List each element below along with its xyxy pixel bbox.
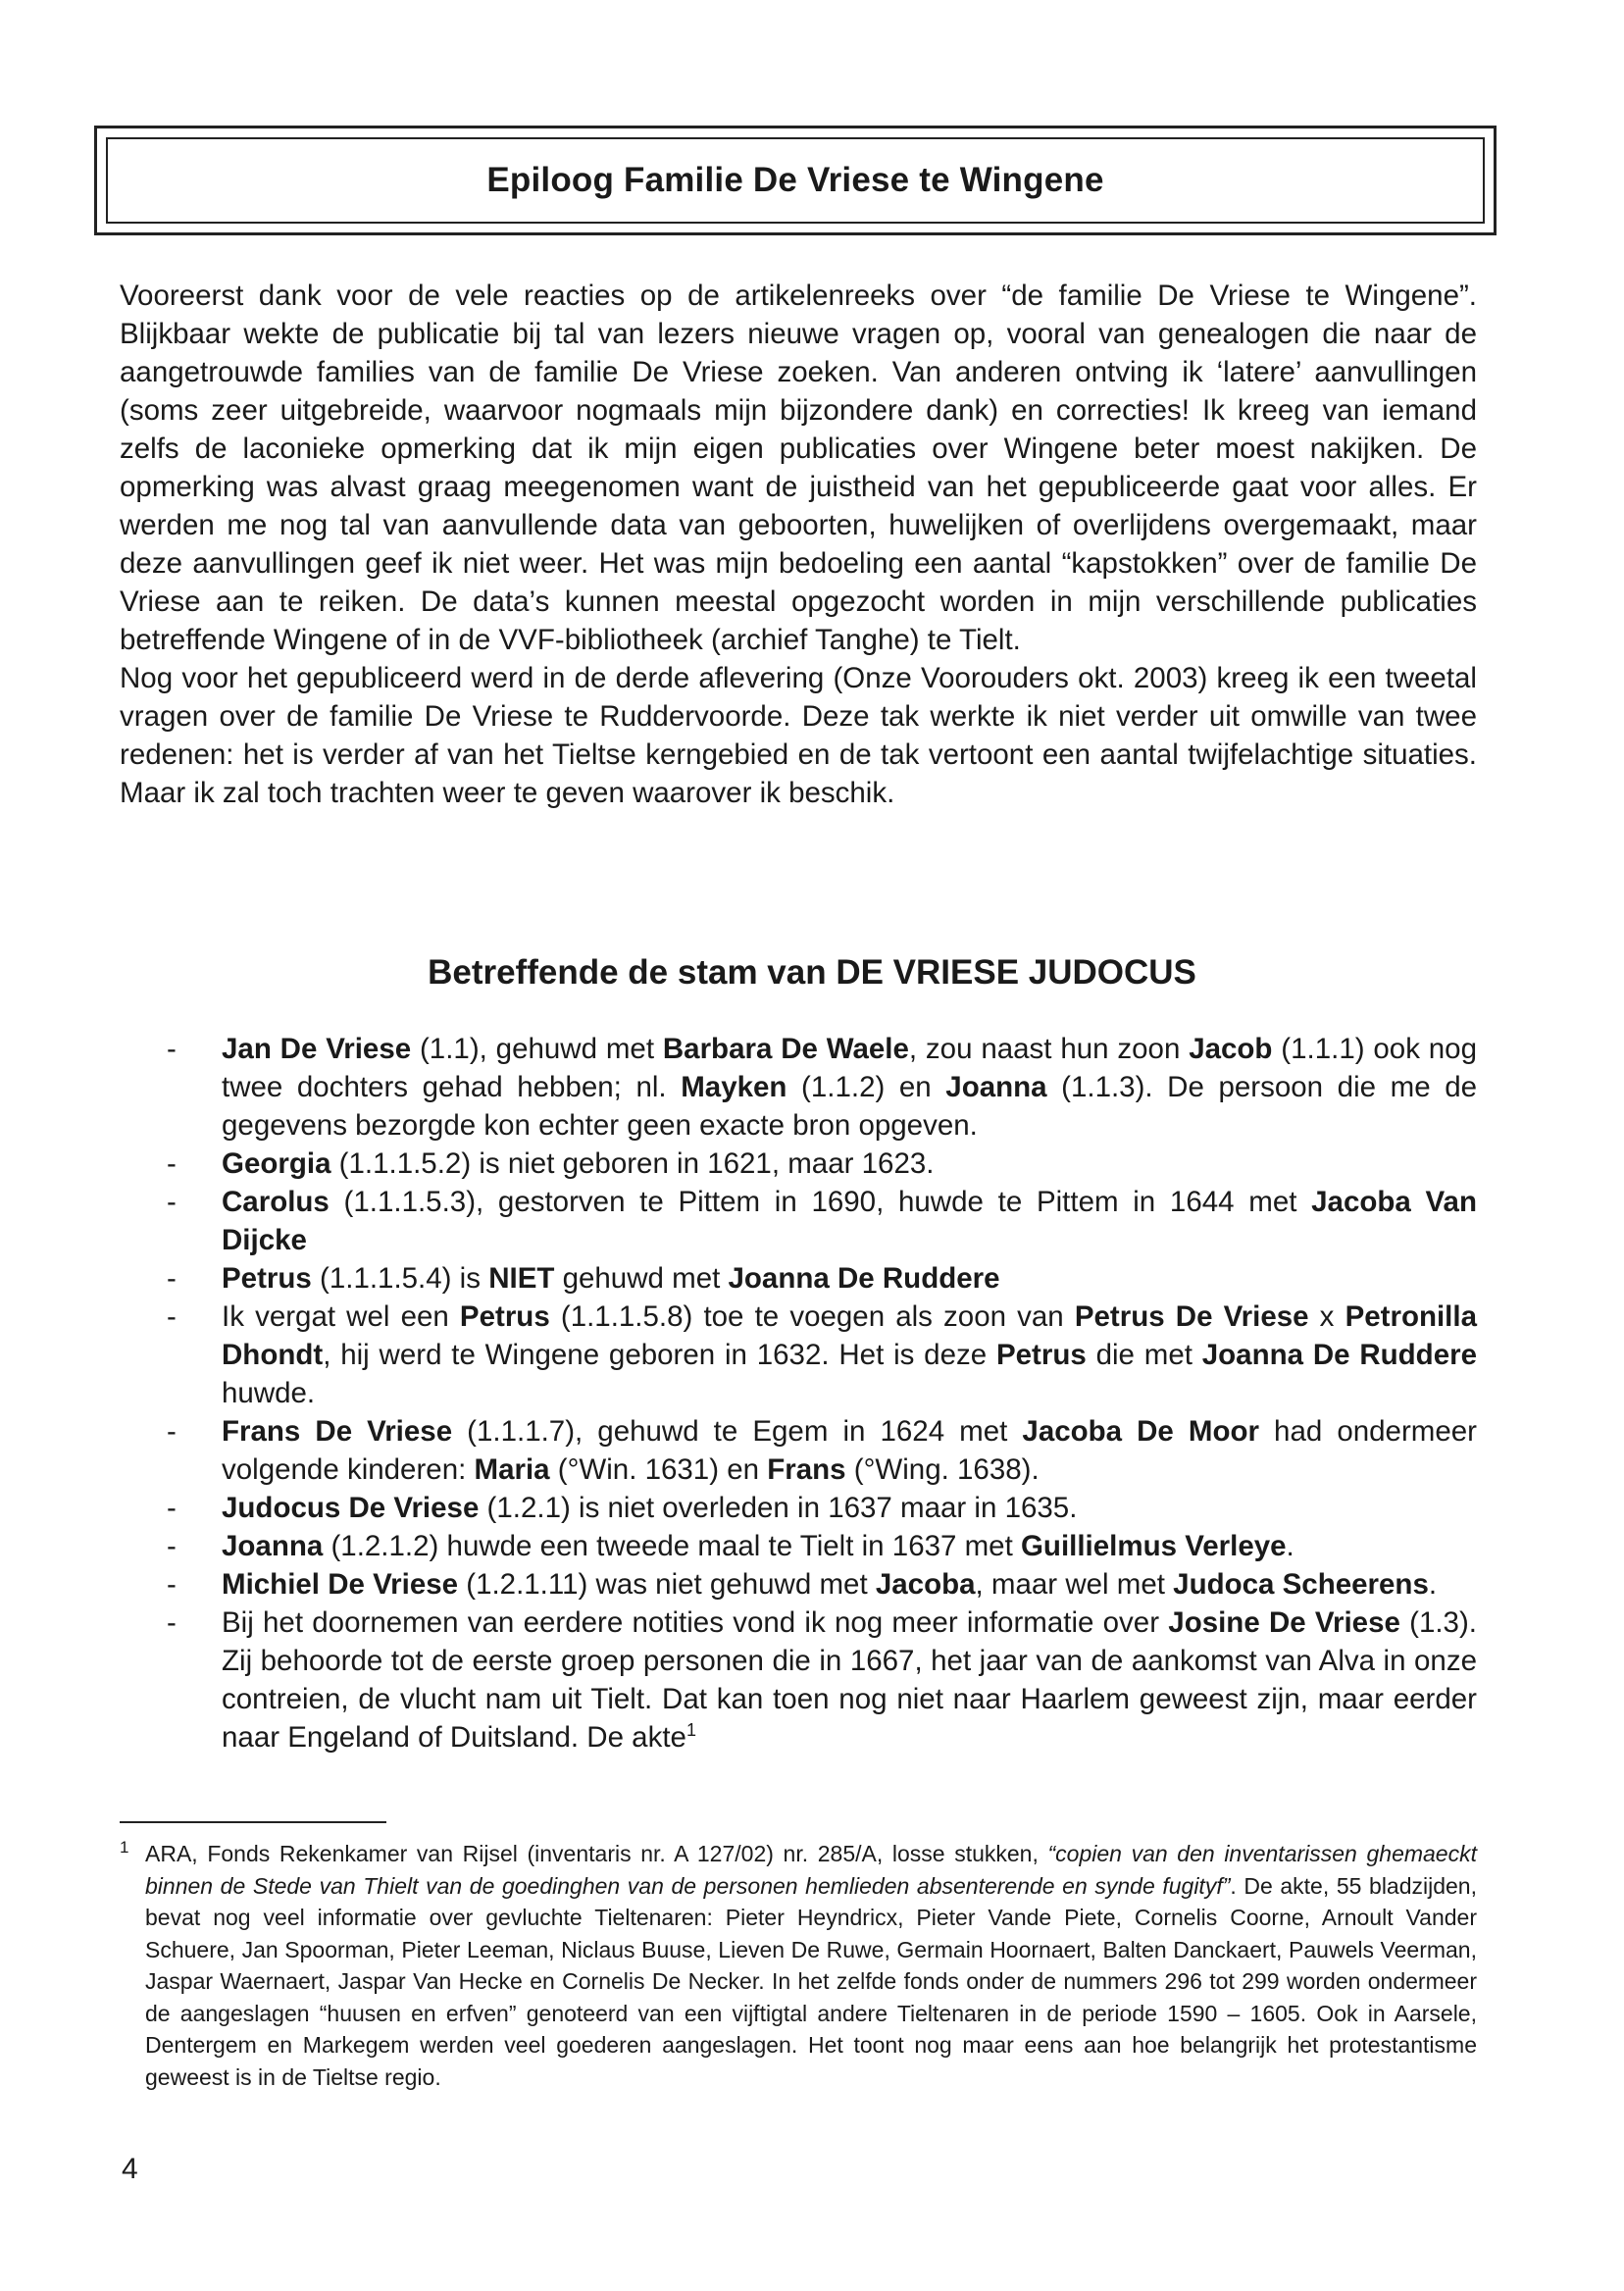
person-name: Joanna De Ruddere <box>1201 1339 1477 1371</box>
list-item <box>167 1030 1477 1145</box>
item-text: , zou naast hun zoon <box>908 1033 1190 1065</box>
person-name: Maria <box>474 1453 550 1486</box>
footnote-text: . De akte, 55 bladzijden, bevat nog veel informatie over gevluchte Tieltenaren: Pieter Heyndricx, Pieter Vande Piete, Cornelis Coorne, Arnoult Vander Schuere, Jan Spoorman, Pieter Leeman, Niclaus Buuse, Lieven De Ruwe, Germain Hoornaert, Balten Danckaert, Pauwels Veerman, Jaspar Waernaert, Jaspar Van Hecke en Cornelis De Necker. In het zelfde fonds onder de nummers 296 tot 299 worden ondermeer de aangeslagen “huusen en erfven” genoteerd van een vijftigtal andere Tieltenaren in de periode 1590 – 1605. Ook in Aarsele, Dentergem en Markegem werden veel goederen aangeslagen. Het toont nog maar eens aan hoe belangrijk het protestantisme geweest is in de Tieltse regio. <box>145 1872 1477 2090</box>
item-text: (1.1.1.7), gehuwd te Egem in 1624 met <box>452 1415 1023 1448</box>
list-item <box>167 1145 1477 1183</box>
item-text: (1.1.1.5.2) is niet geboren in 1621, maar 1623. <box>330 1147 935 1180</box>
item-text: (°Wing. 1638). <box>845 1453 1040 1486</box>
person-name: Judoca Scheerens <box>1173 1568 1429 1601</box>
corrections-list <box>167 1030 1477 1756</box>
list-item <box>167 1298 1477 1412</box>
list-item <box>167 1183 1477 1259</box>
item-text: (1.2.1.2) huwde een tweede maal te Tielt in 1637 met <box>323 1530 1021 1562</box>
intro-paragraph-2: Nog voor het gepubliceerd werd in de derde aflevering (Onze Voorouders okt. 2003) kreeg ik een tweetal vragen over de familie De Vriese te Ruddervoorde. Deze tak werkte ik niet verder uit omwille van twee redenen: het is verder af van het Tieltse kerngebied en de tak vertoont een aantal twijfelachtige situaties. Maar ik zal toch trachten weer te geven waarover ik beschik. <box>120 662 1477 809</box>
item-text: (1.1.1.5.3), gestorven te Pittem in 1690, huwde te Pittem in 1644 met <box>329 1186 1312 1218</box>
list-item <box>167 1412 1477 1489</box>
person-name: Frans <box>767 1453 846 1486</box>
page-number: 4 <box>122 2153 138 2185</box>
person-name: Georgia <box>222 1147 331 1180</box>
page-title: Epiloog Familie De Vriese te Wingene <box>486 161 1104 199</box>
item-text: die met <box>1086 1339 1202 1371</box>
person-name: Frans De Vriese <box>222 1415 453 1448</box>
person-name: Jacoba <box>875 1568 976 1601</box>
person-name: Jacoba De Moor <box>1022 1415 1259 1448</box>
item-text: (1.3). Zij behoorde tot de eerste groep personen die in 1667, het jaar van de aankomst van Alva in onze contreien, de vlucht nam uit Tielt. Dat kan toen nog niet naar Haarlem geweest zijn, maar eerder naar Engeland of Duitsland. De akte <box>222 1606 1477 1754</box>
item-text: , maar wel met <box>975 1568 1174 1601</box>
item-text: had ondermeer volgende kinderen: <box>222 1415 1477 1486</box>
item-text: Ik vergat wel een <box>222 1300 460 1333</box>
person-name: Petrus <box>459 1300 550 1333</box>
footnote-reference[interactable]: 1 <box>685 1720 696 1741</box>
item-text: (1.1.1) ook nog twee dochters gehad hebben; nl. <box>222 1033 1477 1103</box>
list-item <box>167 1527 1477 1565</box>
title-frame <box>94 126 1497 235</box>
person-name: Jan De Vriese <box>222 1033 412 1065</box>
person-name: Petrus De Vriese <box>1074 1300 1309 1333</box>
person-name: Jacob <box>1189 1033 1273 1065</box>
list-item <box>167 1259 1477 1298</box>
item-text: . <box>1428 1568 1438 1601</box>
person-name: Judocus De Vriese <box>222 1492 480 1524</box>
item-text: , hij werd te Wingene geboren in 1632. Het is deze <box>323 1339 996 1371</box>
item-text: gehuwd met <box>554 1262 729 1295</box>
item-text: (1.1.1.5.8) toe te voegen als zoon van <box>549 1300 1075 1333</box>
item-text: (°Win. 1631) en <box>549 1453 768 1486</box>
intro-paragraph-1: Vooreerst dank voor de vele reacties op de artikelenreeks over “de familie De Vriese te Wingene”. Blijkbaar wekte de publicatie bij tal van lezers nieuwe vragen op, vooral van genealogen die naar de aangetrouwde families van de familie De Vriese zoeken. Van anderen ontving ik ‘latere’ aanvullingen (soms zeer uitgebreide, waarvoor nogmaals mijn bijzondere dank) en correcties! Ik kreeg van iemand zelfs de laconieke opmerking dat ik mijn eigen publicaties over Wingene beter moest nakijken. De opmerking was alvast graag meegenomen want de juistheid van het gepubliceerde gaat voor alles. Er werden me nog tal van aanvullende data van geboorten, huwelijken of overlijdens overgemaakt, maar deze aanvullingen geef ik niet weer. Het was mijn bedoeling een aantal “kapstokken” over de familie De Vriese aan te reiken. De data’s kunnen meestal opgezocht worden in mijn verschillende publicaties betreffende Wingene of in de VVF-bibliotheek (archief Tanghe) te Tielt. <box>120 280 1477 656</box>
title-frame-inner <box>106 137 1485 224</box>
footnote-quoted-title: “copien van den inventarissen ghemaeckt binnen de Stede van Thielt van de goedinghen van de personen hemlieden absenterende en synde fugityf” <box>145 1841 1477 1899</box>
person-name: Guillielmus Verleye <box>1020 1530 1287 1562</box>
person-name: Carolus <box>222 1186 330 1218</box>
intro-text <box>120 277 1477 812</box>
person-name: Petrus <box>222 1262 312 1295</box>
footnote-mark: 1 <box>120 1838 129 1857</box>
person-name: Joanna <box>945 1071 1047 1103</box>
person-name: Michiel De Vriese <box>222 1568 459 1601</box>
person-name: Petronilla Dhondt <box>222 1300 1477 1371</box>
person-name: Joanna <box>222 1530 324 1562</box>
item-text: (1.1.3). De persoon die me de gegevens bezorgde kon echter geen exacte bron opgeven. <box>222 1071 1478 1142</box>
item-text: (1.1.2) en <box>787 1071 946 1103</box>
footnote-body <box>145 1838 1477 2093</box>
item-text: (1.1), gehuwd met <box>411 1033 663 1065</box>
person-name: Jacoba Van Dijcke <box>222 1186 1477 1256</box>
item-text: . <box>1286 1530 1294 1562</box>
item-text: Bij het doornemen van eerdere notities vond ik nog meer informatie over <box>222 1606 1169 1639</box>
footnote-divider <box>120 1821 386 1823</box>
list-item <box>167 1565 1477 1604</box>
footnote <box>120 1838 1477 2093</box>
person-name: Joanna De Ruddere <box>728 1262 1000 1295</box>
emphasis-text: NIET <box>488 1262 555 1295</box>
list-item <box>167 1489 1477 1527</box>
person-name: Petrus <box>995 1339 1087 1371</box>
section-heading: Betreffende de stam van DE VRIESE JUDOCUS <box>428 953 1196 992</box>
footnote-text: ARA, Fonds Rekenkamer van Rijsel (inventaris nr. A 127/02) nr. 285/A, losse stukken, <box>145 1841 1048 1866</box>
item-text: (1.2.1) is niet overleden in 1637 maar in 1635. <box>479 1492 1078 1524</box>
item-text: x <box>1308 1300 1345 1333</box>
list-item <box>167 1604 1477 1756</box>
person-name: Barbara De Waele <box>662 1033 909 1065</box>
person-name: Mayken <box>681 1071 787 1103</box>
person-name: Josine De Vriese <box>1168 1606 1400 1639</box>
item-text: (1.2.1.11) was niet gehuwd met <box>458 1568 876 1601</box>
item-text: (1.1.1.5.4) is <box>311 1262 489 1295</box>
item-text: huwde. <box>222 1377 316 1409</box>
